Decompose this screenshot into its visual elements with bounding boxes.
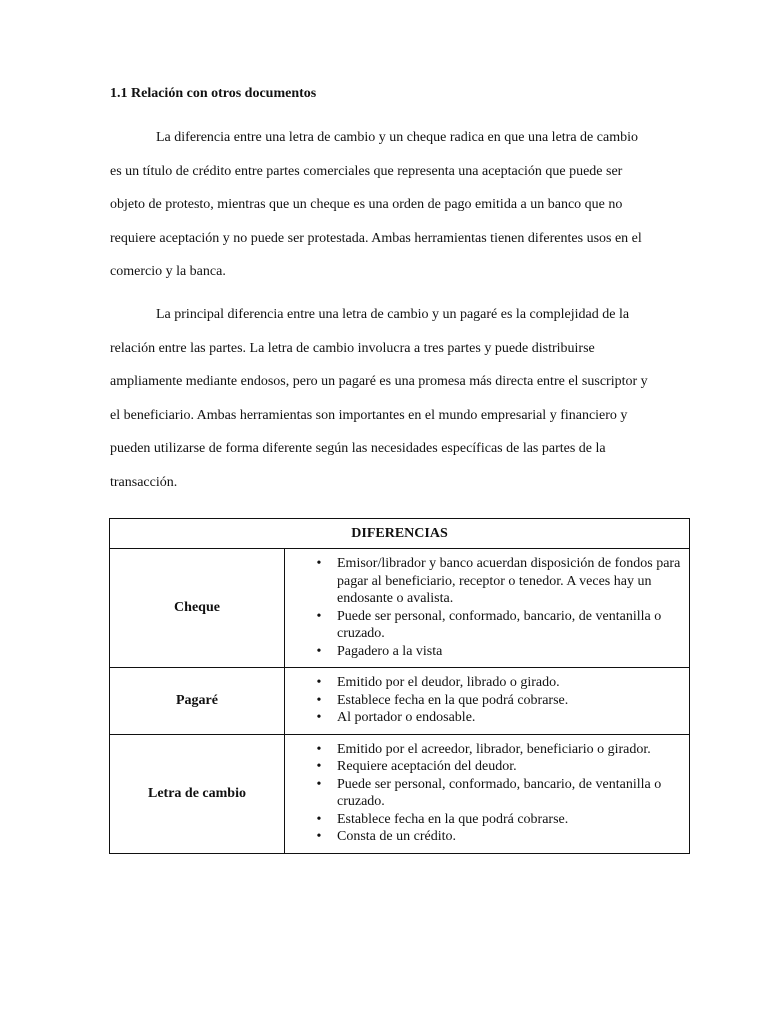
list-item [316,776,683,811]
list-item-text: Pagadero a la vista [337,643,443,659]
list-item-text: Puede ser personal, conformado, bancario, de ventanilla o cruzado. [337,608,662,641]
list-item [316,692,683,710]
list-item [316,758,683,776]
table-title: DIFERENCIAS [110,519,690,549]
list-item-text: Al portador o endosable. [337,710,476,725]
paragraph-pagare-comparison: La principal diferencia entre una letra de cambio y un pagaré es la complejidad de la relación entre las partes. La letra de cambio involucra a tres partes y puede distribuirse ampliamente mediante endosos, pero un pagaré es una promesa más directa entre el suscriptor y el beneficiario. Ambas herramientas son importantes en el mundo empresarial y financiero y pueden utilizarse de forma diferente según las necesidades específicas de las partes de la transacción. [110,307,648,490]
row-label-letra-de-cambio: Letra de cambio [110,734,285,853]
bullet-icon: • [316,643,322,659]
row-items-cheque [285,549,690,668]
list-item-text: Establece fecha en la que podrá cobrarse. [337,811,569,827]
table-header-row [110,519,690,549]
list-item [316,811,683,829]
list-item-text: Requiere aceptación del deudor. [337,759,517,774]
list-item [316,555,683,608]
list-item [316,709,683,727]
bullet-list [311,555,683,660]
section-heading: 1.1 Relación con otros documentos [110,86,317,101]
bullet-icon: • [316,741,322,757]
paragraph-cheque-comparison: La diferencia entre una letra de cambio y un cheque radica en que una letra de cambio es un título de crédito entre partes comerciales que representa una aceptación que puede ser objeto de protesto, mientras que un cheque es una orden de pago emitida a un banco que no requiere aceptación y no puede ser protestada. Ambas herramientas tienen diferentes usos en el comercio y la banca. [110,130,642,280]
row-label-cheque: Cheque [110,549,285,668]
bullet-icon: • [316,811,322,827]
bullet-list [311,741,683,846]
bullet-icon: • [316,776,322,792]
list-item-text: Emitido por el acreedor, librador, beneficiario o girador. [337,741,651,757]
list-item [316,608,683,643]
list-item [316,674,683,692]
table-row-cheque [110,549,690,668]
bullet-list [311,674,683,727]
list-item-text: Establece fecha en la que podrá cobrarse. [337,692,569,708]
bullet-icon: • [316,556,322,571]
bullet-icon: • [316,829,322,844]
list-item-text: Emitido por el deudor, librado o girado. [337,675,560,690]
differences-table [109,518,690,854]
row-items-pagare [285,668,690,735]
row-items-letra-de-cambio [285,734,690,853]
bullet-icon: • [316,608,322,624]
table-row-letra-de-cambio [110,734,690,853]
list-item [316,741,683,759]
bullet-icon: • [316,710,322,725]
list-item-text: Consta de un crédito. [337,829,456,844]
table-row-pagare [110,668,690,735]
list-item-text: Puede ser personal, conformado, bancario, de ventanilla o cruzado. [337,776,662,809]
bullet-icon: • [316,675,322,690]
list-item [316,643,683,661]
bullet-icon: • [316,692,322,708]
list-item-text: Emisor/librador y banco acuerdan disposición de fondos para pagar al beneficiario, receptor o tenedor. A veces hay un endosante o avalista. [337,556,681,606]
bullet-icon: • [316,759,322,774]
list-item [316,828,683,846]
row-label-pagare: Pagaré [110,668,285,735]
